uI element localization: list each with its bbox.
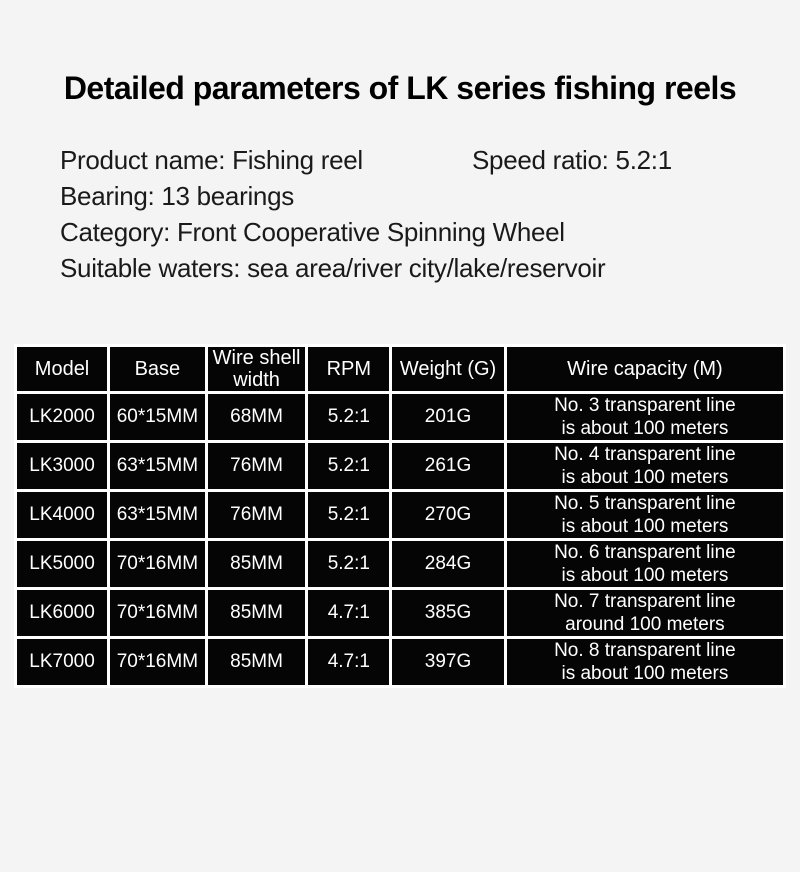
cell-rpm: 4.7:1 [307,589,391,638]
wire-capacity-line1: No. 8 transparent line [554,640,736,661]
cell-model: LK5000 [16,540,109,589]
product-info [60,142,760,286]
header-model: Model [16,346,109,393]
cell-weight: 284G [391,540,506,589]
cell-wire-shell-width: 76MM [206,442,307,491]
cell-base: 63*15MM [109,442,207,491]
cell-model: LK4000 [16,491,109,540]
product-name-text: Product name: Fishing reel [60,145,363,175]
cell-model: LK7000 [16,638,109,687]
cell-rpm: 5.2:1 [307,540,391,589]
header-weight: Weight (G) [391,346,506,393]
cell-rpm: 5.2:1 [307,393,391,442]
wire-capacity-line2: is about 100 meters [561,418,729,439]
table-header-row [16,346,785,393]
page-title: Detailed parameters of LK series fishing reels [63,70,737,106]
header-base: Base [109,346,207,393]
wire-capacity-line2: is about 100 meters [561,467,729,488]
wire-capacity-line2: is about 100 meters [561,516,729,537]
cell-weight: 397G [391,638,506,687]
table-row [16,540,785,589]
cell-model: LK3000 [16,442,109,491]
wire-capacity-line1: No. 7 transparent line [554,591,736,612]
cell-model: LK2000 [16,393,109,442]
table-row [16,491,785,540]
category-text: Category: Front Cooperative Spinning Wheel [60,217,565,247]
table-row [16,638,785,687]
table-row [16,442,785,491]
cell-rpm: 4.7:1 [307,638,391,687]
cell-model: LK6000 [16,589,109,638]
cell-weight: 385G [391,589,506,638]
info-line-1 [60,142,760,178]
wire-capacity-line1: No. 3 transparent line [554,395,736,416]
cell-wire-capacity [505,540,784,589]
wire-capacity-line1: No. 6 transparent line [554,542,736,563]
cell-wire-shell-width: 76MM [206,491,307,540]
cell-weight: 201G [391,393,506,442]
cell-wire-shell-width: 85MM [206,589,307,638]
header-rpm: RPM [307,346,391,393]
cell-wire-shell-width: 85MM [206,638,307,687]
wire-capacity-line1: No. 5 transparent line [554,493,736,514]
cell-base: 70*16MM [109,589,207,638]
wire-capacity-line2: is about 100 meters [561,565,729,586]
cell-wire-capacity [505,589,784,638]
bearing-text: Bearing: 13 bearings [60,181,294,211]
cell-weight: 261G [391,442,506,491]
cell-base: 70*16MM [109,638,207,687]
cell-wire-shell-width: 85MM [206,540,307,589]
cell-base: 63*15MM [109,491,207,540]
cell-weight: 270G [391,491,506,540]
cell-wire-capacity [505,491,784,540]
cell-base: 70*16MM [109,540,207,589]
cell-wire-shell-width: 68MM [206,393,307,442]
wire-capacity-line1: No. 4 transparent line [554,444,736,465]
spec-table [14,344,786,688]
cell-base: 60*15MM [109,393,207,442]
table-row [16,393,785,442]
suitable-waters-text: Suitable waters: sea area/river city/lake/reservoir [60,253,606,283]
header-wire-shell-width: Wire shell width [206,346,307,393]
cell-wire-capacity [505,638,784,687]
cell-rpm: 5.2:1 [307,442,391,491]
speed-ratio-text: Speed ratio: 5.2:1 [472,145,672,175]
wire-capacity-line2: around 100 meters [565,614,725,635]
wire-capacity-line2: is about 100 meters [561,663,729,684]
table-row [16,589,785,638]
header-wire-capacity: Wire capacity (M) [505,346,784,393]
cell-wire-capacity [505,393,784,442]
cell-rpm: 5.2:1 [307,491,391,540]
cell-wire-capacity [505,442,784,491]
